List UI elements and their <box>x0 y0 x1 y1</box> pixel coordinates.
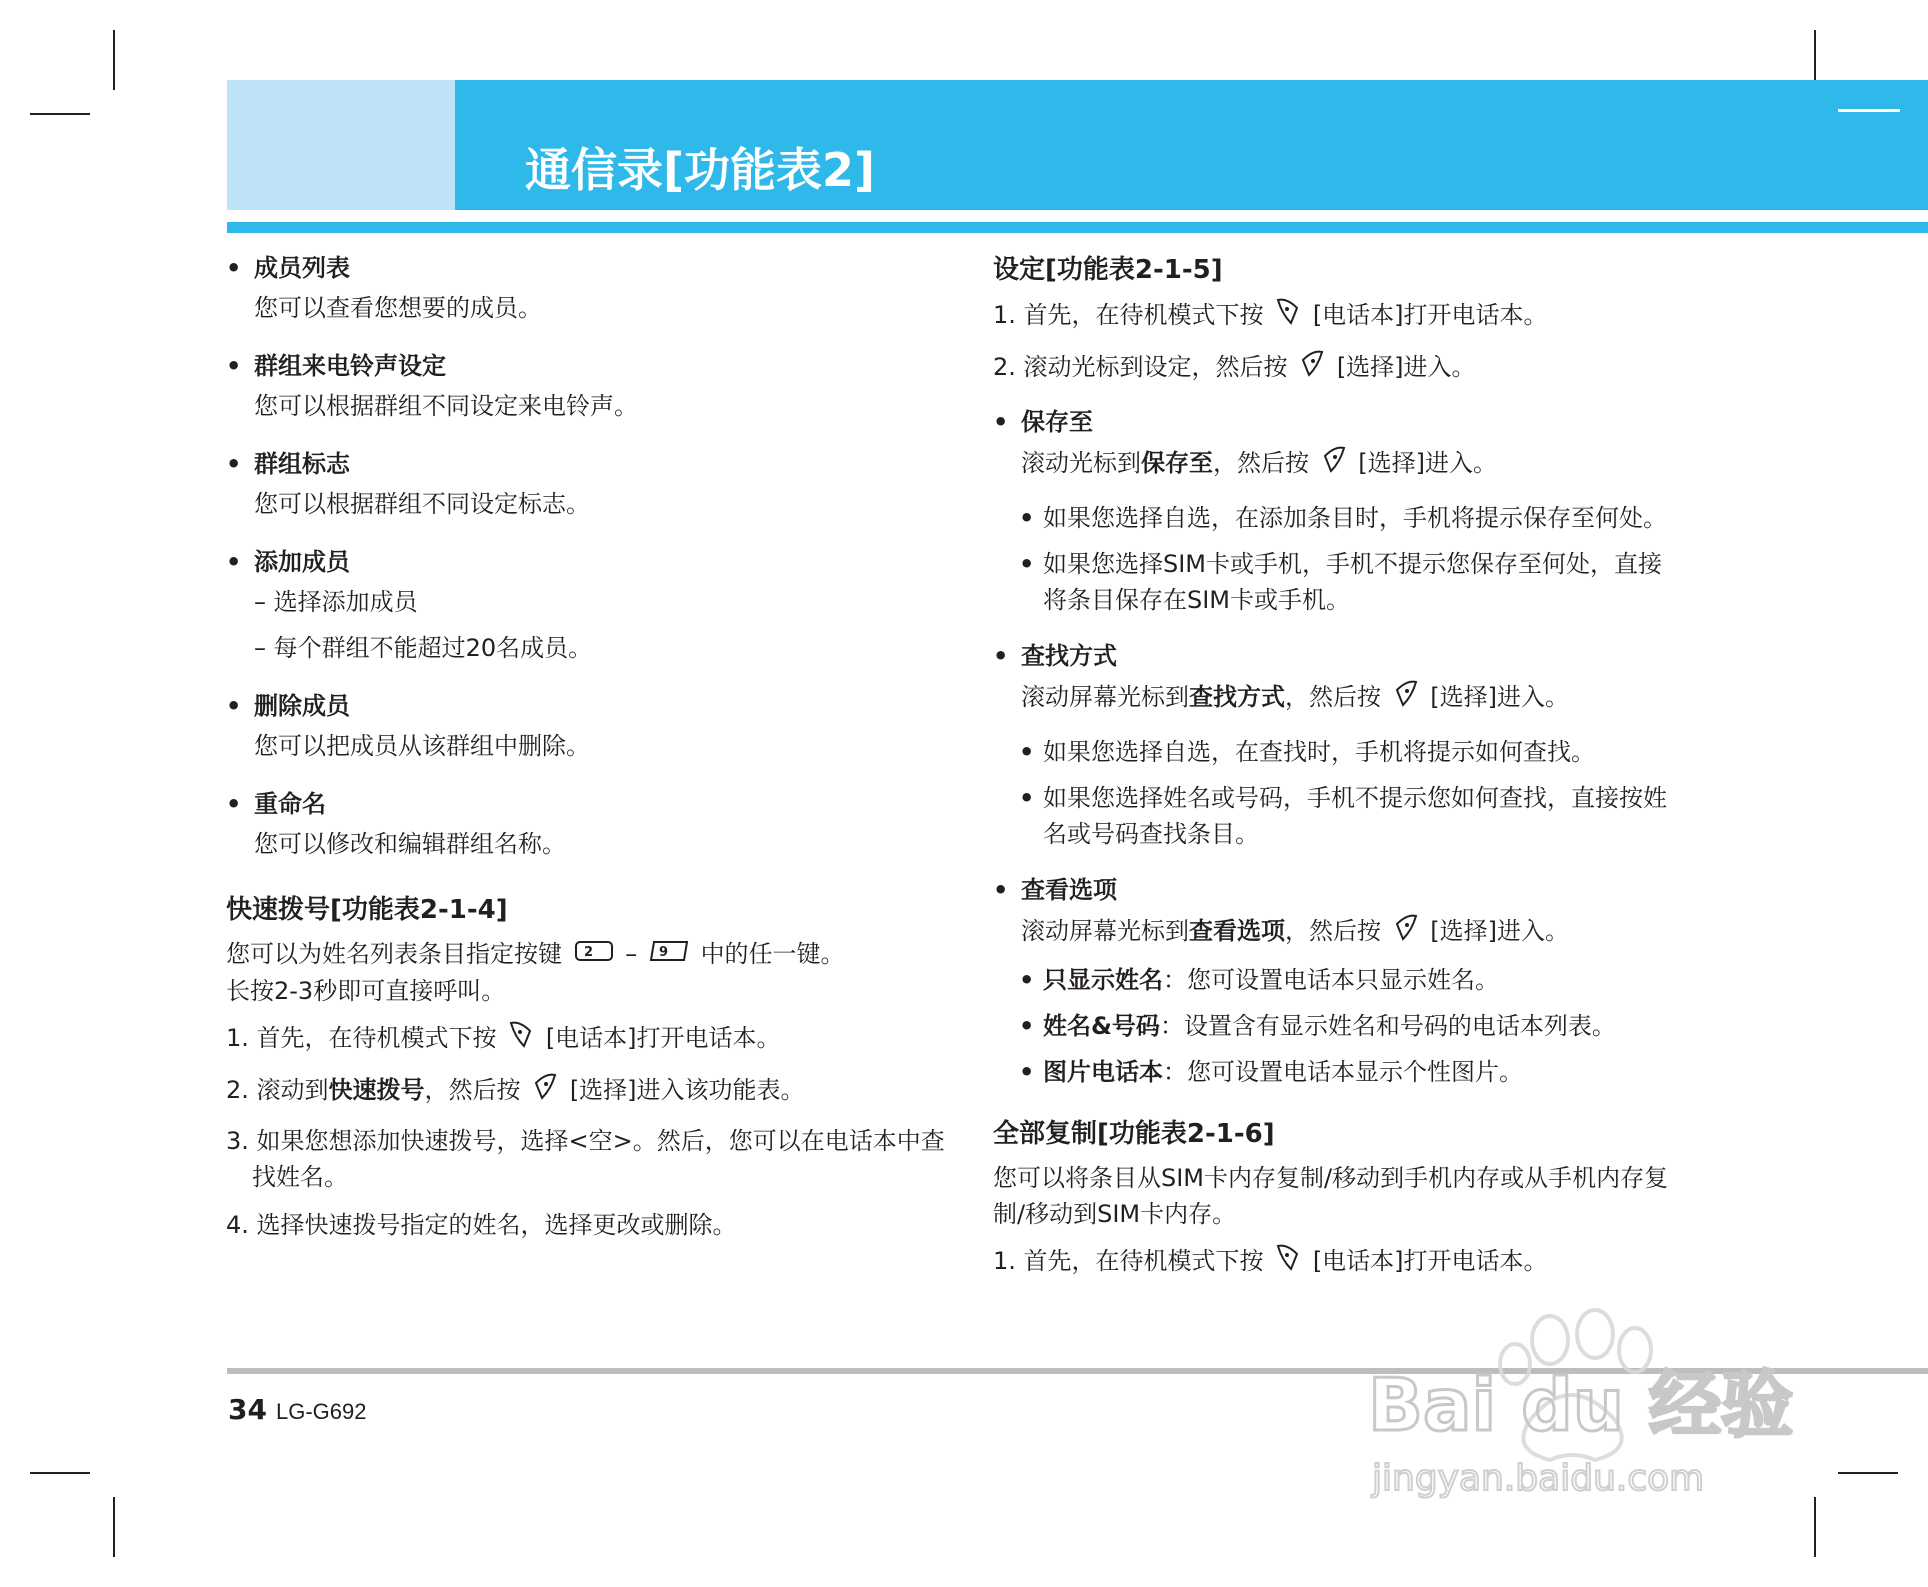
step-text: 2. 滚动到 <box>226 1076 329 1104</box>
page-number: 34 <box>228 1393 267 1426</box>
sub-bullet-text: 如果您选择自选，在添加条目时，手机将提示保存至何处。 <box>1043 504 1667 532</box>
item-desc: 您可以根据群组不同设定标志。 <box>254 490 590 518</box>
item-desc: 您可以把成员从该群组中删除。 <box>254 732 590 760</box>
item-title: 重命名 <box>254 790 326 818</box>
softkey-left-icon <box>1393 912 1419 952</box>
section-title-copy-all: 全部复制[功能表2-1-6] <box>993 1119 1275 1149</box>
section-title-speed-dial: 快速拨号[功能表2-1-4] <box>226 895 508 925</box>
intro-text: 您可以为姓名列表条目指定按键 <box>226 940 562 968</box>
speed-dial-step-2 <box>226 1071 926 1111</box>
softkey-left-icon <box>1321 444 1347 484</box>
desc-text: ，然后按 <box>1285 917 1381 945</box>
step-text: ，然后按 <box>424 1076 521 1104</box>
desc-text: [选择]进入。 <box>1430 683 1570 711</box>
list-item-view-options <box>993 872 1693 952</box>
page-title: 通信录[功能表2] <box>525 143 876 197</box>
bullet-icon: • <box>226 692 242 720</box>
item-desc: 您可以查看您想要的成员。 <box>254 294 542 322</box>
step-bold-text: 快速拨号 <box>328 1076 425 1104</box>
item-desc: – 选择添加成员 <box>254 588 418 616</box>
bullet-icon: • <box>226 548 242 576</box>
list-item-search-mode <box>993 638 1693 718</box>
step-text: 1. 首先，在待机模式下按 <box>226 1024 497 1052</box>
item-desc <box>1021 912 1693 952</box>
baidu-watermark <box>1360 1300 1820 1530</box>
bullet-icon: • <box>993 408 1009 436</box>
header-accent-block <box>227 80 455 210</box>
sub-bullet <box>993 734 1693 770</box>
list-item-add-member <box>226 544 926 666</box>
item-title: 添加成员 <box>254 548 350 576</box>
bullet-icon: • <box>226 790 242 818</box>
list-item-delete-member <box>226 688 926 764</box>
sub-bullet <box>993 500 1693 536</box>
item-desc: 您可以修改和编辑群组名称。 <box>254 830 566 858</box>
item-title: 查看选项 <box>1021 876 1117 904</box>
item-desc: 您可以根据群组不同设定来电铃声。 <box>254 392 638 420</box>
bullet-icon: • <box>226 450 242 478</box>
softkey-left-icon <box>1299 348 1325 388</box>
speed-dial-intro-line2: 长按2-3秒即可直接呼叫。 <box>226 977 506 1005</box>
desc-text: 滚动屏幕光标到 <box>1021 917 1189 945</box>
section-title-settings: 设定[功能表2-1-5] <box>993 255 1223 285</box>
softkey-left-icon <box>532 1071 558 1111</box>
list-item-rename <box>226 786 926 862</box>
desc-bold-text: 保存至 <box>1141 449 1213 477</box>
crop-mark <box>30 1472 90 1474</box>
settings-step-2 <box>993 348 1693 388</box>
desc-text: 滚动屏幕光标到 <box>1021 683 1189 711</box>
key-2-icon <box>574 937 614 973</box>
watermark-brand: Bai du 经验 <box>1368 1363 1794 1447</box>
left-column <box>226 250 945 1255</box>
sub-bullet <box>993 1008 1693 1044</box>
sub-bullet <box>993 546 1683 618</box>
sub-bullet-text: ：您可设置电话本只显示姓名。 <box>1163 966 1499 994</box>
bullet-icon: • <box>1019 784 1035 812</box>
item-title: 群组来电铃声设定 <box>254 352 446 380</box>
bullet-icon: • <box>993 642 1009 670</box>
item-title: 成员列表 <box>254 254 350 282</box>
desc-bold-text: 查找方式 <box>1189 683 1285 711</box>
sub-bullet-bold: 只显示姓名 <box>1043 966 1163 994</box>
step-text: [电话本]打开电话本。 <box>545 1024 781 1052</box>
item-desc <box>1021 678 1693 718</box>
item-title: 群组标志 <box>254 450 350 478</box>
header-rule <box>227 222 1928 233</box>
sub-bullet <box>993 780 1683 852</box>
bullet-icon: • <box>1019 1012 1035 1040</box>
key-9-label: 9 <box>658 945 668 960</box>
step-text: [电话本]打开电话本。 <box>1312 1247 1548 1275</box>
paw-logo-icon <box>1360 1300 1820 1530</box>
sub-bullet-text: 如果您选择自选，在查找时，手机将提示如何查找。 <box>1043 738 1595 766</box>
desc-bold-text: 查看选项 <box>1189 917 1285 945</box>
crop-mark <box>113 1497 115 1557</box>
header-tick <box>1838 109 1900 112</box>
crop-mark <box>113 30 115 90</box>
copy-all-step-1 <box>993 1242 1693 1282</box>
list-item-member-list <box>226 250 926 326</box>
item-desc <box>1021 444 1693 484</box>
item-title: 查找方式 <box>1021 642 1117 670</box>
step-text: 1. 首先，在待机模式下按 <box>993 1247 1264 1275</box>
item-title: 保存至 <box>1021 408 1093 436</box>
bullet-icon: • <box>993 876 1009 904</box>
sub-bullet-bold: 姓名&号码 <box>1043 1012 1160 1040</box>
item-title: 删除成员 <box>254 692 350 720</box>
speed-dial-intro <box>226 936 926 973</box>
desc-text: [选择]进入。 <box>1430 917 1570 945</box>
step-text: [选择]进入。 <box>1336 353 1476 381</box>
bullet-icon: • <box>1019 504 1035 532</box>
bullet-icon: • <box>1019 738 1035 766</box>
item-desc: – 每个群组不能超过20名成员。 <box>254 634 593 662</box>
sub-bullet-text: ：您可设置电话本显示个性图片。 <box>1163 1058 1523 1086</box>
speed-dial-step-1 <box>226 1019 926 1059</box>
intro-text: 中的任一键。 <box>700 940 845 968</box>
key-9-icon <box>649 937 689 973</box>
bullet-icon: • <box>226 254 242 282</box>
watermark-url: jingyan.baidu.com <box>1372 1458 1705 1499</box>
crop-mark <box>30 113 90 115</box>
desc-text: ，然后按 <box>1285 683 1381 711</box>
bullet-icon: • <box>1019 1058 1035 1086</box>
dash-text: – <box>625 940 638 968</box>
sub-bullet-text: ：设置含有显示姓名和号码的电话本列表。 <box>1159 1012 1616 1040</box>
crop-mark <box>1838 1472 1898 1474</box>
desc-text: ，然后按 <box>1213 449 1309 477</box>
speed-dial-step-3: 3. 如果您想添加快速拨号，选择<空>。然后，您可以在电话本中查找姓名。 <box>226 1127 945 1191</box>
softkey-right-icon <box>508 1019 534 1059</box>
desc-text: [选择]进入。 <box>1358 449 1498 477</box>
model-name: LG-G692 <box>276 1399 367 1424</box>
bullet-icon: • <box>226 352 242 380</box>
desc-text: 滚动光标到 <box>1021 449 1141 477</box>
speed-dial-step-4: 4. 选择快速拨号指定的姓名，选择更改或删除。 <box>226 1211 737 1239</box>
right-column <box>993 250 1693 1294</box>
step-text: [电话本]打开电话本。 <box>1312 301 1548 329</box>
sub-bullet-bold: 图片电话本 <box>1043 1058 1163 1086</box>
copy-all-intro: 您可以将条目从SIM卡内存复制/移动到手机内存或从手机内存复制/移动到SIM卡内存。 <box>993 1164 1669 1228</box>
settings-step-1 <box>993 296 1693 336</box>
step-text: [选择]进入该功能表。 <box>569 1076 805 1104</box>
list-item-group-icon <box>226 446 926 522</box>
sub-bullet <box>993 1054 1693 1090</box>
sub-bullet-text: 如果您选择SIM卡或手机，手机不提示您保存至何处，直接将条目保存在SIM卡或手机。 <box>1043 550 1663 614</box>
list-item-group-ringtone <box>226 348 926 424</box>
bullet-icon: • <box>1019 550 1035 578</box>
sub-bullet <box>993 962 1693 998</box>
key-2-label: 2 <box>583 945 593 960</box>
bullet-icon: • <box>1019 966 1035 994</box>
softkey-left-icon <box>1393 678 1419 718</box>
step-text: 2. 滚动光标到设定，然后按 <box>993 353 1288 381</box>
softkey-right-icon <box>1275 1242 1301 1282</box>
sub-bullet-text: 如果您选择姓名或号码，手机不提示您如何查找，直接按姓名或号码查找条目。 <box>1043 784 1667 848</box>
step-text: 1. 首先，在待机模式下按 <box>993 301 1264 329</box>
list-item-save-to <box>993 404 1693 484</box>
softkey-right-icon <box>1275 296 1301 336</box>
